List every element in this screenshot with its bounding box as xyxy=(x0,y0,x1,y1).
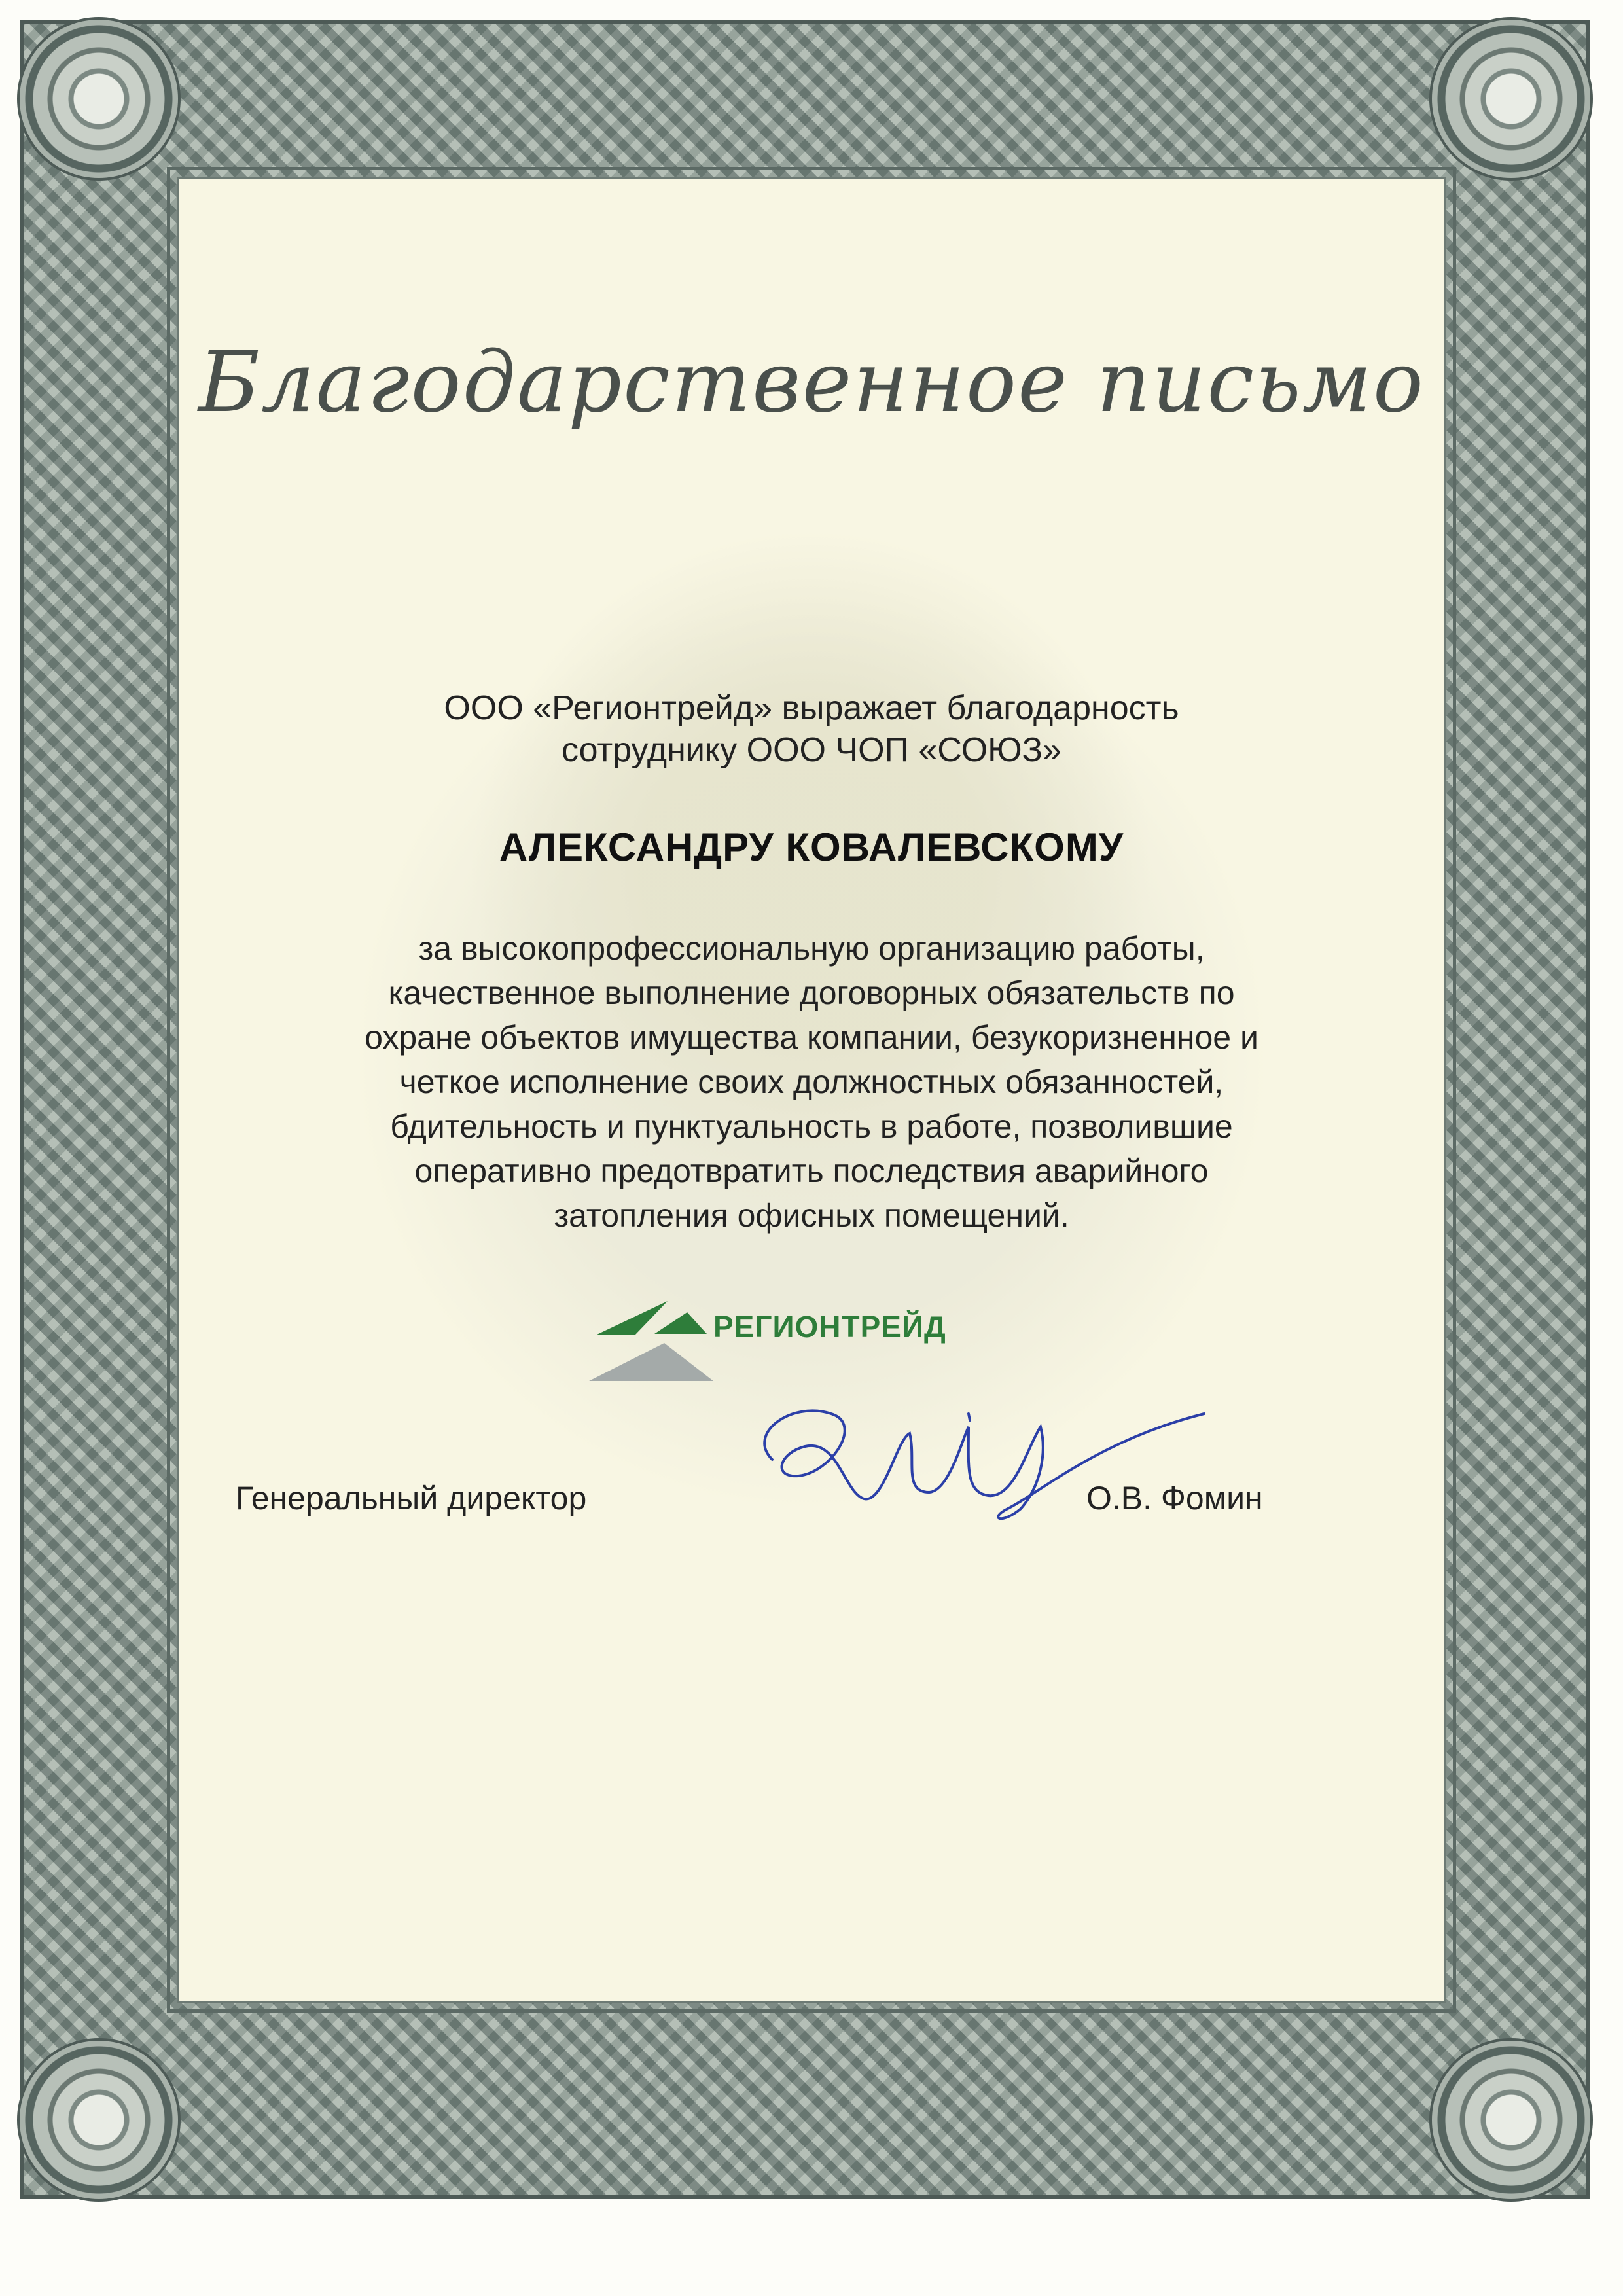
logo-text: РЕГИОНТРЕЙД xyxy=(713,1310,946,1344)
intro-text xyxy=(0,687,1623,771)
signer-name: О.В. Фомин xyxy=(1086,1480,1263,1516)
handwritten-signature xyxy=(733,1361,1230,1545)
logo-mountain-icon xyxy=(589,1283,713,1388)
recipient-name: АЛЕКСАНДРУ КОВАЛЕВСКОМУ xyxy=(499,825,1124,869)
body-line: качественное выполнение договорных обязательств по xyxy=(388,975,1235,1011)
corner-rosette-icon xyxy=(1429,2038,1593,2202)
body-line: оперативно предотвратить последствия аварийного xyxy=(414,1153,1209,1189)
body-text xyxy=(0,926,1623,1238)
body-line: четкое исполнение своих должностных обязанностей, xyxy=(399,1064,1224,1100)
corner-rosette-icon xyxy=(17,2038,181,2202)
intro-line: сотруднику ООО ЧОП «СОЮЗ» xyxy=(561,731,1062,769)
body-line: бдительность и пунктуальность в работе, позволившие xyxy=(390,1108,1233,1145)
corner-rosette-icon xyxy=(17,17,181,181)
body-line: за высокопрофессиональную организацию работы, xyxy=(418,930,1205,967)
body-line: затопления офисных помещений. xyxy=(554,1197,1069,1234)
document-title: Благодарственное письмо xyxy=(198,334,1425,431)
body-line: охране объектов имущества компании, безукоризненное и xyxy=(365,1019,1258,1056)
signer-position: Генеральный директор xyxy=(236,1480,587,1516)
intro-line: ООО «Регионтрейд» выражает благодарность xyxy=(444,689,1179,727)
corner-rosette-icon xyxy=(1429,17,1593,181)
